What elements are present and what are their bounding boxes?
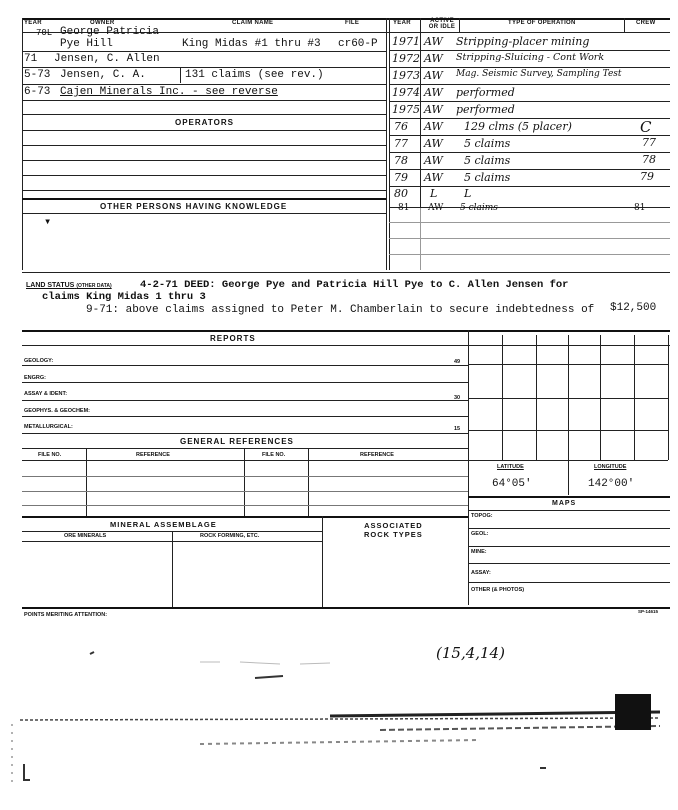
noise-band-2: [330, 712, 660, 716]
grid-v-3: [568, 335, 569, 495]
rock-forming-label: ROCK FORMING, ETC.: [200, 533, 260, 539]
op-8-year: 78: [394, 154, 408, 167]
header-type-operation: TYPE OF OPERATION: [508, 20, 576, 26]
ops-rule-8: [389, 169, 670, 170]
longitude-value: 142°00': [588, 478, 635, 490]
reports-assay: ASSAY & IDENT:: [24, 391, 68, 397]
op-9-crew: 79: [640, 170, 654, 183]
operator-rule-4: [22, 175, 386, 176]
header-year: YEAR: [24, 20, 42, 26]
form-number: SP-14615: [638, 609, 659, 614]
op-1-status: AW: [424, 35, 443, 48]
general-refs-title: GENERAL REFERENCES: [180, 437, 294, 446]
mark-tick: ▾: [44, 215, 52, 229]
op-11-status: AW: [428, 203, 444, 213]
reports-rule-1: [22, 365, 468, 366]
reports-rule-5: [22, 433, 468, 434]
reports-title-rule: [22, 345, 670, 346]
longitude-label: LONGITUDE: [594, 464, 627, 470]
ops-rule-7: [389, 152, 670, 153]
owner-row-1-file: cr60-P: [338, 38, 378, 50]
noise-dark-block: [615, 694, 651, 730]
ops-rule-1: [389, 50, 670, 51]
op-7-status: AW: [424, 137, 443, 150]
general-refs-title-rule: [22, 448, 468, 449]
ops-rule-12: [389, 238, 670, 239]
grid-h-2: [468, 398, 668, 399]
mineral-assemblage-title: MINERAL ASSEMBLAGE: [110, 520, 217, 529]
reports-metallurgical-num: 15: [454, 426, 461, 432]
reports-assay-num: 30: [454, 395, 461, 401]
owner-rule-3: [22, 84, 386, 85]
maps-title: MAPS: [552, 500, 577, 507]
owner-row-1-claim: King Midas #1 thru #3: [182, 38, 321, 50]
owner-ops-divider: [386, 18, 387, 270]
ops-rule-2: [389, 67, 670, 68]
header-active-idle: ACTIVE OR IDLE: [428, 18, 456, 30]
op-6-crew: C: [640, 118, 652, 136]
general-refs-rule-2: [22, 491, 468, 492]
op-8-status: AW: [424, 154, 443, 167]
maps-topog: TOPOG:: [471, 513, 493, 519]
ops-crew-divider: [624, 18, 625, 32]
op-9-status: AW: [424, 171, 443, 184]
owner-claim-divider: [180, 67, 181, 83]
header-file: FILE: [345, 20, 360, 26]
header-claim-name: CLAIM NAME: [232, 20, 274, 26]
op-5-year: 1975: [392, 103, 420, 116]
op-4-type: performed: [456, 86, 515, 99]
maps-other: OTHER (& PHOTOS): [471, 587, 525, 593]
maps-rule-1: [468, 528, 670, 529]
op-11-year: 81: [398, 203, 410, 213]
grid-v-6: [668, 335, 669, 460]
owner-row-3-owner: Jensen, C. A.: [60, 69, 146, 81]
grid-h-4: [468, 460, 668, 461]
grid-h-1: [468, 364, 668, 365]
op-1-year: 1971: [392, 35, 420, 48]
general-refs-col-1: FILE NO.: [38, 452, 62, 458]
operator-rule-2: [22, 145, 386, 146]
maps-assay: ASSAY:: [471, 570, 491, 576]
owner-rule-5: [22, 114, 386, 115]
op-3-type: Mag. Seismic Survey, Sampling Test: [456, 69, 622, 79]
owner-row-1-owner-b: Pye Hill: [60, 38, 113, 50]
op-7-crew: 77: [642, 136, 656, 149]
owner-row-3-year: 5-73: [24, 69, 51, 81]
grid-h-3: [468, 430, 668, 431]
general-refs-col-2: REFERENCE: [136, 452, 170, 458]
op-2-status: AW: [424, 52, 443, 65]
land-status-line-3: 9-71: above claims assigned to Peter M. Chamberlain to secure indebtedness of: [86, 304, 595, 316]
op-6-year: 76: [394, 120, 408, 133]
owner-ops-divider-2: [389, 18, 390, 270]
reports-geology: GEOLOGY:: [24, 358, 54, 364]
maps-rule-3: [468, 563, 670, 564]
ops-year-divider-lower: [420, 208, 421, 270]
reports-metallurgical: METALLURGICAL:: [24, 424, 73, 430]
general-refs-bottom-rule: [22, 516, 468, 518]
assoc-rock-title-1: ASSOCIATED: [364, 521, 423, 530]
owner-row-2-owner: Jensen, C. Allen: [54, 53, 160, 65]
other-persons-label: OTHER PERSONS HAVING KNOWLEDGE: [100, 202, 288, 211]
owner-row-2-year: 71: [24, 53, 38, 65]
land-status-top-rule: [22, 272, 670, 273]
op-6-type: 129 clms (5 placer): [464, 120, 572, 133]
reports-title: REPORTS: [210, 334, 256, 343]
op-11-type: 5 claims: [460, 203, 498, 213]
reports-engrg: ENGRG:: [24, 375, 46, 381]
op-5-status: AW: [424, 103, 443, 116]
op-10-status: L: [430, 187, 438, 200]
ops-rule-3: [389, 84, 670, 85]
ops-year-divider: [420, 18, 421, 208]
general-refs-col-3: FILE NO.: [262, 452, 286, 458]
general-refs-col-4: REFERENCE: [360, 452, 394, 458]
op-5-type: performed: [456, 103, 515, 116]
ops-status-divider: [459, 18, 460, 32]
owner-row-1-year: 70L: [36, 28, 53, 38]
maps-top-rule: [468, 496, 670, 498]
ops-rule-4: [389, 101, 670, 102]
points-top-rule: [22, 607, 670, 609]
noise-mark-1: [90, 652, 94, 654]
noise-mark-2: [255, 676, 283, 678]
other-persons-rule: [22, 213, 386, 214]
owner-rule-4: [22, 100, 386, 101]
assoc-rock-title: [364, 521, 423, 539]
header-crew: CREW: [636, 20, 656, 26]
noise-mark-4: [24, 764, 30, 780]
latitude-label: LATITUDE: [497, 464, 524, 470]
header-year-2: YEAR: [393, 20, 411, 26]
op-11-crew: 81: [634, 203, 646, 213]
op-6-status: AW: [424, 120, 443, 133]
general-refs-rule-1: [22, 476, 468, 477]
owner-row-1-owner-a: George Patricia: [60, 26, 160, 38]
header-owner: OWNER: [90, 20, 115, 26]
noise-mark-3: [200, 662, 330, 664]
points-label: POINTS MERITING ATTENTION:: [24, 612, 108, 618]
operators-label: OPERATORS: [175, 118, 234, 127]
op-4-year: 1974: [392, 86, 420, 99]
assoc-rock-title-2: ROCK TYPES: [364, 530, 423, 539]
reports-top-rule: [22, 330, 670, 332]
op-2-year: 1972: [392, 52, 420, 65]
owner-rule-1: [22, 51, 386, 52]
assoc-rock-divider: [322, 516, 323, 607]
operators-bottom-rule: [22, 198, 386, 200]
ops-rule-5: [389, 118, 670, 119]
owner-row-3-claim: 131 claims (see rev.): [185, 69, 324, 81]
land-status-label: [26, 282, 112, 289]
op-3-status: AW: [424, 69, 443, 82]
maps-title-rule: [468, 510, 670, 511]
maps-rule-4: [468, 582, 670, 583]
op-9-type: 5 claims: [464, 171, 511, 184]
maps-geol: GEOL:: [471, 531, 489, 537]
operator-rule-1: [22, 130, 386, 131]
op-4-status: AW: [424, 86, 443, 99]
ops-rule-11: [389, 222, 670, 223]
land-status-line-2: claims King Midas 1 thru 3: [42, 291, 206, 303]
op-8-type: 5 claims: [464, 154, 511, 167]
reports-rule-3: [22, 400, 468, 401]
noise-band-4: [200, 740, 480, 744]
owner-row-4-year: 6-73: [24, 86, 51, 98]
op-2-type: Stripping-Sluicing - Cont Work: [456, 52, 605, 63]
reports-rule-4: [22, 416, 468, 417]
latitude-value: 64°05': [492, 478, 532, 490]
scan-noise: [0, 640, 678, 810]
maps-rule-2: [468, 546, 670, 547]
op-8-crew: 78: [642, 153, 656, 166]
land-status-label-text: LAND STATUS: [26, 282, 75, 289]
maps-mine: MINE:: [471, 549, 487, 555]
op-1-type: Stripping-placer mining: [456, 35, 590, 48]
op-10-year: 80: [394, 187, 408, 200]
ore-minerals-label: ORE MINERALS: [64, 533, 107, 539]
op-3-year: 1973: [392, 69, 420, 82]
land-status-amount: $12,500: [610, 302, 657, 314]
operator-rule-5: [22, 190, 386, 191]
general-refs-header-rule: [22, 460, 468, 461]
noise-band-1: [20, 718, 660, 720]
op-9-year: 79: [394, 171, 408, 184]
ops-rule-13: [389, 254, 670, 255]
land-status-line-1: 4-2-71 DEED: George Pye and Patricia Hill Pye to C. Allen Jensen for: [140, 279, 569, 291]
reports-rule-2: [22, 382, 468, 383]
owner-row-4-owner: Cajen Minerals Inc. - see reverse: [60, 86, 278, 98]
ops-rule-6: [389, 135, 670, 136]
reports-geophys: GEOPHYS. & GEOCHEM:: [24, 408, 91, 414]
reports-geology-num: 49: [454, 359, 461, 365]
handwritten-reference: (15,4,14): [436, 644, 505, 662]
owner-rule-2: [22, 67, 386, 68]
left-border: [22, 18, 23, 270]
operator-rule-3: [22, 160, 386, 161]
general-refs-rule-3: [22, 505, 468, 506]
mineral-col-divider: [172, 531, 173, 607]
op-7-type: 5 claims: [464, 137, 511, 150]
op-10-type: L: [464, 187, 472, 200]
land-status-sublabel: (OTHER DATA): [76, 283, 112, 289]
op-7-year: 77: [394, 137, 408, 150]
